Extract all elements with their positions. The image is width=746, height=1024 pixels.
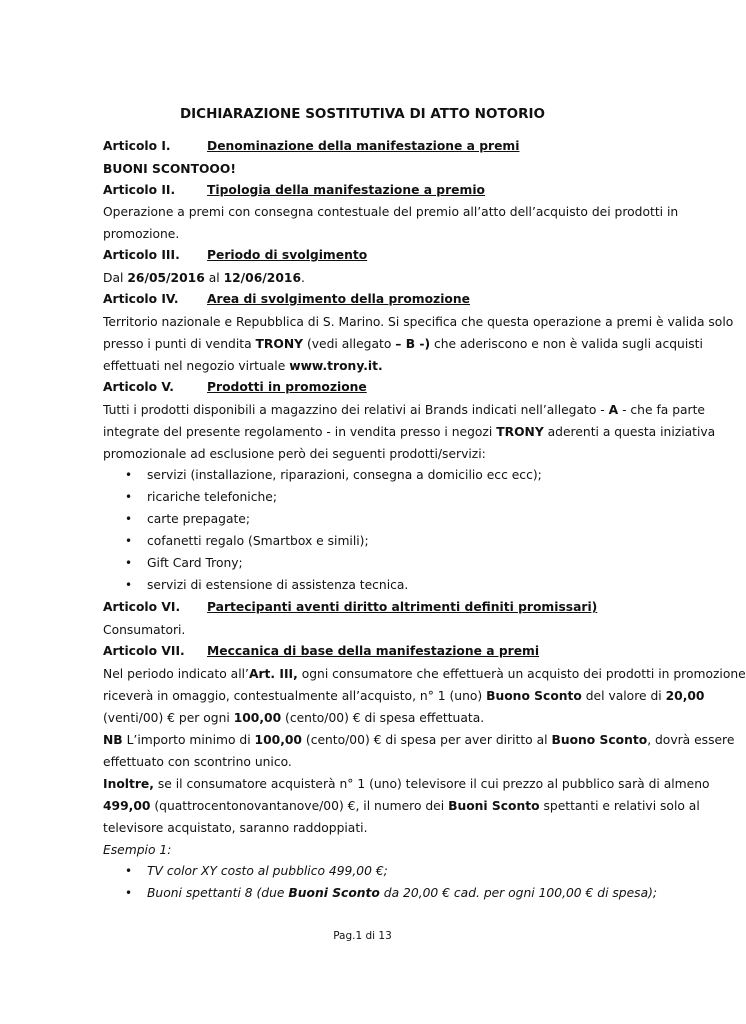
article-4-text-line-2: presso i punti di vendita TRONY (vedi allegato – B -) che aderiscono e non è valida sugli acquisti bbox=[103, 337, 703, 351]
article-3-label: Articolo III. bbox=[103, 248, 180, 262]
article-6-title: Partecipanti aventi diritto altrimenti definiti promissari) bbox=[207, 600, 598, 614]
bullet-icon: • bbox=[125, 490, 133, 504]
article-4-title: Area di svolgimento della promozione bbox=[207, 292, 470, 306]
bullet-icon: • bbox=[125, 512, 133, 526]
bullet-icon: • bbox=[125, 886, 133, 900]
promotion-name: BUONI SCONTOOO! bbox=[103, 162, 236, 176]
example-item: TV color XY costo al pubblico 499,00 €; bbox=[147, 864, 388, 878]
article-3-title: Periodo di svolgimento bbox=[207, 248, 368, 262]
article-5-title: Prodotti in promozione bbox=[207, 380, 367, 394]
article-2-text-line-1: Operazione a premi con consegna contestuale del premio all’atto dell’acquisto dei prodotti in bbox=[103, 205, 679, 219]
article-7-text-line-4: NB L’importo minimo di 100,00 (cento/00) € di spesa per aver diritto al Buono Sconto, dovrà essere bbox=[103, 733, 735, 747]
article-3-period: Dal 26/05/2016 al 12/06/2016. bbox=[103, 271, 305, 285]
bullet-icon: • bbox=[125, 534, 133, 548]
article-4-text-line-3: effettuati nel negozio virtuale www.trony.it. bbox=[103, 359, 383, 373]
bullet-icon: • bbox=[125, 578, 133, 592]
article-7-text-line-8: televisore acquistato, saranno raddoppiati. bbox=[103, 821, 368, 835]
article-5-text-line-1: Tutti i prodotti disponibili a magazzino dei relativi ai Brands indicati nell’allegato - A - che fa parte bbox=[103, 403, 705, 417]
bullet-icon: • bbox=[125, 864, 133, 878]
article-4-text-line-1: Territorio nazionale e Repubblica di S. Marino. Si specifica che questa operazione a premi è valida solo bbox=[103, 315, 734, 329]
document-title: DICHIARAZIONE SOSTITUTIVA DI ATTO NOTORIO bbox=[179, 106, 546, 122]
article-7-title: Meccanica di base della manifestazione a premi bbox=[207, 644, 540, 658]
excluded-item: Gift Card Trony; bbox=[147, 556, 243, 570]
example-item: Buoni spettanti 8 (due Buoni Sconto da 20,00 € cad. per ogni 100,00 € di spesa); bbox=[147, 886, 658, 900]
page-number: Pag.1 di 13 bbox=[333, 930, 392, 942]
article-2-label: Articolo II. bbox=[103, 183, 176, 197]
article-2-text-line-2: promozione. bbox=[103, 227, 180, 241]
article-7-text-line-5: effettuato con scontrino unico. bbox=[103, 755, 292, 769]
article-1-title: Denominazione della manifestazione a premi bbox=[207, 139, 520, 153]
article-7-label: Articolo VII. bbox=[103, 644, 185, 658]
article-7-text-line-6: Inoltre, se il consumatore acquisterà n° 1 (uno) televisore il cui prezzo al pubblico sarà di almeno bbox=[103, 777, 710, 791]
article-7-text-line-7: 499,00 (quattrocentonovantanove/00) €, il numero dei Buoni Sconto spettanti e relativi solo al bbox=[103, 799, 700, 813]
article-4-label: Articolo IV. bbox=[103, 292, 179, 306]
article-5-label: Articolo V. bbox=[103, 380, 174, 394]
excluded-item: servizi (installazione, riparazioni, consegna a domicilio ecc ecc); bbox=[147, 468, 542, 482]
excluded-item: servizi di estensione di assistenza tecnica. bbox=[147, 578, 409, 592]
excluded-item: ricariche telefoniche; bbox=[147, 490, 277, 504]
article-7-text-line-3: (venti/00) € per ogni 100,00 (cento/00) € di spesa effettuata. bbox=[103, 711, 485, 725]
example-heading: Esempio 1: bbox=[103, 843, 172, 857]
excluded-item: cofanetti regalo (Smartbox e simili); bbox=[147, 534, 369, 548]
article-6-text: Consumatori. bbox=[103, 623, 186, 637]
article-7-text-line-2: riceverà in omaggio, contestualmente all’acquisto, n° 1 (uno) Buono Sconto del valore di 20,00 bbox=[103, 689, 705, 703]
bullet-icon: • bbox=[125, 556, 133, 570]
article-7-text-line-1: Nel periodo indicato all’Art. III, ogni consumatore che effettuerà un acquisto dei prodotti in promozione bbox=[103, 667, 746, 681]
article-6-label: Articolo VI. bbox=[103, 600, 181, 614]
excluded-item: carte prepagate; bbox=[147, 512, 251, 526]
article-5-text-line-3: promozionale ad esclusione però dei seguenti prodotti/servizi: bbox=[103, 447, 486, 461]
article-1-label: Articolo I. bbox=[103, 139, 171, 153]
article-2-title: Tipologia della manifestazione a premio bbox=[207, 183, 485, 197]
article-5-text-line-2: integrate del presente regolamento - in vendita presso i negozi TRONY aderenti a questa iniziativa bbox=[103, 425, 716, 439]
bullet-icon: • bbox=[125, 468, 133, 482]
